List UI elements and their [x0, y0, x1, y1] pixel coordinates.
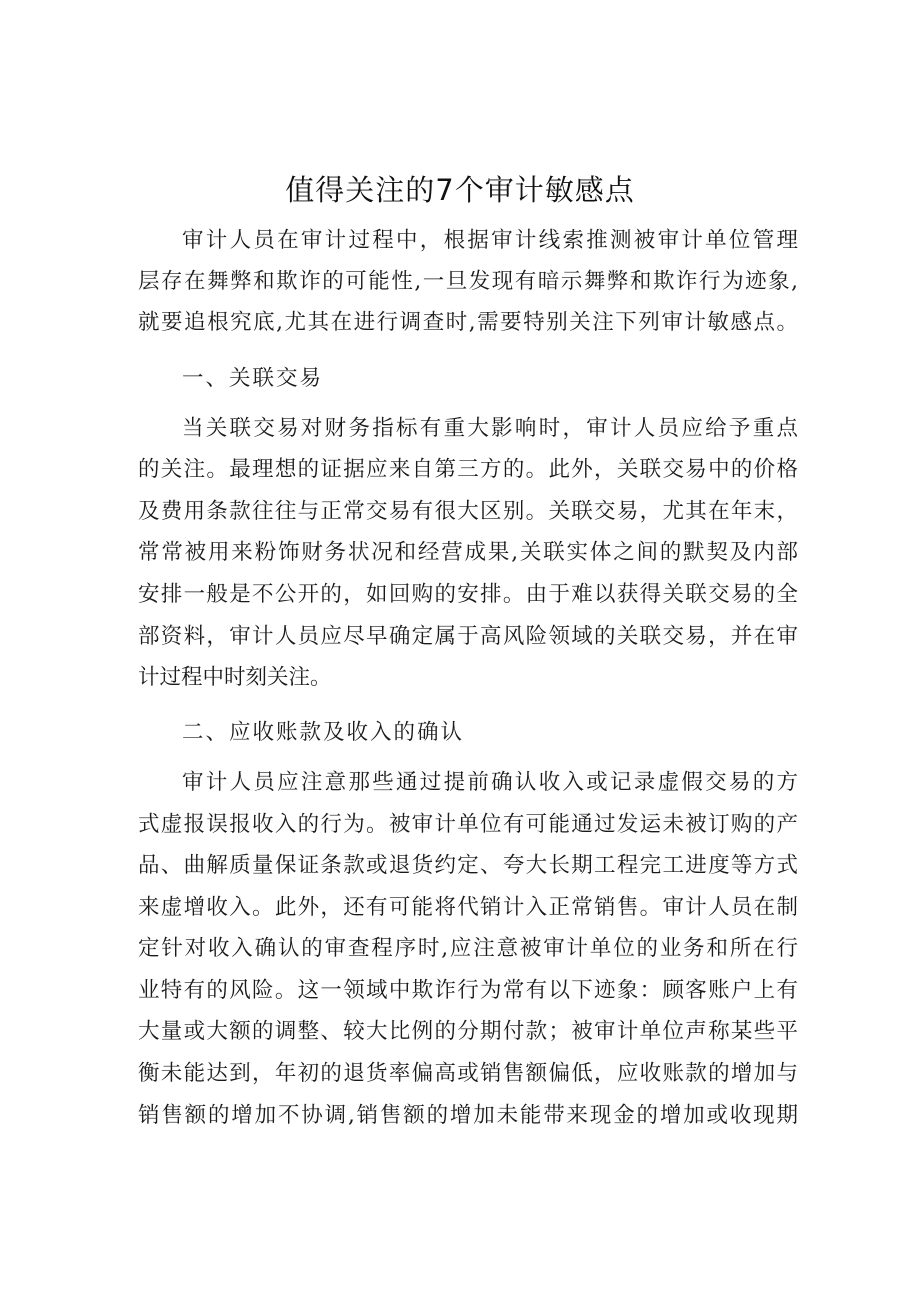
section1-line-3: 及费用条款往往与正常交易有很大区别。关联交易，尤其在年末， — [138, 499, 798, 524]
intro-line-3: 就要追根究底,尤其在进行调查时,需要特别关注下列审计敏感点。 — [138, 310, 798, 335]
section2-line-8: 衡未能达到，年初的退货率偏高或销售额偏低，应收账款的增加与 — [138, 1061, 798, 1086]
document-title: 值得关注的7个审计敏感点 — [285, 173, 635, 207]
section1-line-2: 的关注。最理想的证据应来自第三方的。此外，关联交易中的价格 — [138, 457, 798, 482]
section-heading-1: 一、关联交易 — [182, 366, 324, 391]
intro-line-2: 层存在舞弊和欺诈的可能性,一旦发现有暗示舞弊和欺诈行为迹象, — [138, 269, 798, 294]
section1-line-7: 计过程中时刻关注。 — [138, 665, 332, 690]
section2-line-1: 审计人员应注意那些通过提前确认收入或记录虚假交易的方 — [182, 770, 798, 795]
section2-line-3: 品、曲解质量保证条款或退货约定、夸大长期工程完工进度等方式 — [138, 853, 798, 878]
section2-line-4: 来虚增收入。此外，还有可能将代销计入正常销售。审计人员在制 — [138, 895, 798, 920]
intro-line-1: 审计人员在审计过程中，根据审计线索推测被审计单位管理 — [182, 228, 798, 253]
section-heading-2: 二、应收账款及收入的确认 — [182, 720, 465, 745]
section1-line-6: 部资料，审计人员应尽早确定属于高风险领域的关联交易，并在审 — [138, 624, 798, 649]
section1-line-5: 安排一般是不公开的，如回购的安排。由于难以获得关联交易的全 — [138, 582, 798, 607]
section2-line-7: 大量或大额的调整、较大比例的分期付款；被审计单位声称某些平 — [138, 1019, 798, 1044]
section2-line-2: 式虚报误报收入的行为。被审计单位有可能通过发运未被订购的产 — [138, 812, 798, 837]
section1-line-4: 常常被用来粉饰财务状况和经营成果,关联实体之间的默契及内部 — [138, 540, 798, 565]
section2-line-9: 销售额的增加不协调,销售额的增加未能带来现金的增加或收现期 — [138, 1103, 798, 1128]
section1-line-1: 当关联交易对财务指标有重大影响时，审计人员应给予重点 — [182, 416, 798, 441]
section2-line-5: 定针对收入确认的审查程序时,应注意被审计单位的业务和所在行 — [138, 936, 798, 961]
section2-line-6: 业特有的风险。这一领域中欺诈行为常有以下迹象：顾客账户上有 — [138, 978, 798, 1003]
